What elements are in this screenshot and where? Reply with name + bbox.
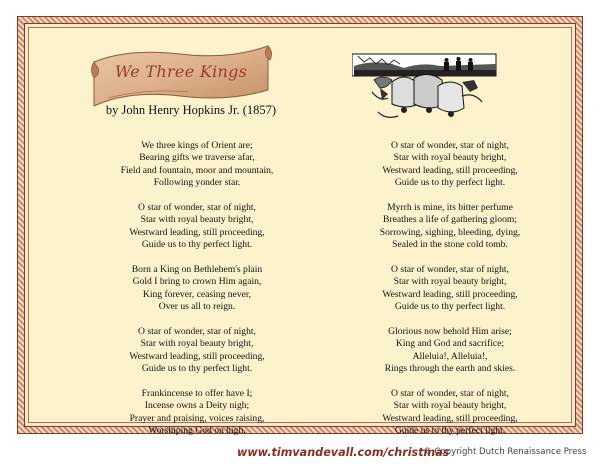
verse-line: O star of wonder, star of night, xyxy=(391,264,509,276)
verse-line: Sorrowing, sighing, bleeding, dying, xyxy=(379,226,521,238)
verse xyxy=(345,264,555,314)
verse-line: Westward leading, still proceeding, xyxy=(382,288,518,300)
verse-line: Rings through the earth and skies. xyxy=(384,363,516,375)
verse-line: O star of wonder, star of night, xyxy=(391,388,509,400)
verse-line: Gold I bring to crown Him again, xyxy=(132,276,262,288)
author-line: by John Henry Hopkins Jr. (1857) xyxy=(105,103,277,117)
verse-line: Guide us to thy perfect light. xyxy=(141,363,253,375)
right-verse-column xyxy=(345,140,555,450)
verse-line: Guide us to thy perfect light. xyxy=(394,301,506,313)
verse-line: We three kings of Orient are; xyxy=(141,140,253,151)
verse-line: Guide us to thy perfect light. xyxy=(394,177,506,189)
page-footer xyxy=(0,446,600,462)
verse-line: King and God and sacrifice; xyxy=(395,338,505,350)
verse-line: Star with royal beauty bright, xyxy=(140,338,254,350)
verse xyxy=(92,140,302,190)
verse xyxy=(92,326,302,376)
verse-line: Star with royal beauty bright, xyxy=(140,214,254,226)
verse-line: Myrrh is mine, its bitter perfume xyxy=(387,202,513,214)
verse xyxy=(92,388,302,438)
verse-line: King forever, ceasing never, xyxy=(142,288,252,300)
verse-line: Guide us to thy perfect light. xyxy=(394,425,506,437)
verse xyxy=(345,140,555,190)
verse-line: Incense owns a Deity nigh; xyxy=(144,400,250,412)
verse-line: Field and fountain, moor and mountain, xyxy=(120,164,274,176)
left-verse-column xyxy=(92,140,302,450)
verse-line: Star with royal beauty bright, xyxy=(393,276,507,288)
verse-line: O star of wonder, star of night, xyxy=(138,202,256,214)
verse xyxy=(345,388,555,438)
verse-line: Born a King on Bethlehem's plain xyxy=(131,264,263,276)
verse-line: Sealed in the stone cold tomb. xyxy=(392,239,508,251)
verse-line: Bearing gifts we traverse afar, xyxy=(139,152,255,164)
verse-line: Glorious now behold Him arise; xyxy=(388,326,512,338)
verse-line: Westward leading, still proceeding, xyxy=(129,226,265,238)
title-scroll-banner xyxy=(88,40,274,112)
song-title: We Three Kings xyxy=(114,62,248,81)
verse-line: Westward leading, still proceeding, xyxy=(382,164,518,176)
verse-line: Worshiping God on high. xyxy=(148,425,246,437)
verse-line: O star of wonder, star of night, xyxy=(138,326,256,338)
verse-line: Prayer and praising, voices raising, xyxy=(129,412,265,424)
verse-line: Over us all to reign. xyxy=(158,301,236,313)
copyright-notice: © Copyright Dutch Renaissance Press xyxy=(423,447,587,457)
verse xyxy=(92,264,302,314)
verse xyxy=(345,326,555,376)
verse-line: Alleluia!, Alleluia!, xyxy=(412,350,488,362)
verse-line: Following yonder star. xyxy=(153,177,241,189)
kings-illustration xyxy=(352,52,500,128)
verse-line: Westward leading, still proceeding, xyxy=(382,412,518,424)
verse-line: Frankincense to offer have I; xyxy=(141,388,253,400)
verse-line: O star of wonder, star of night, xyxy=(391,140,509,151)
three-kings-bells-icon xyxy=(352,52,500,128)
verse-line: Star with royal beauty bright, xyxy=(393,400,507,412)
website-link[interactable]: www.timvandevall.com/christmas xyxy=(237,446,450,459)
verse-line: Westward leading, still proceeding, xyxy=(129,350,265,362)
verse xyxy=(92,202,302,252)
verse-line: Guide us to thy perfect light. xyxy=(141,239,253,251)
verse xyxy=(345,202,555,252)
verse-line: Breathes a life of gathering gloom; xyxy=(382,214,517,226)
verse-line: Star with royal beauty bright, xyxy=(393,152,507,164)
